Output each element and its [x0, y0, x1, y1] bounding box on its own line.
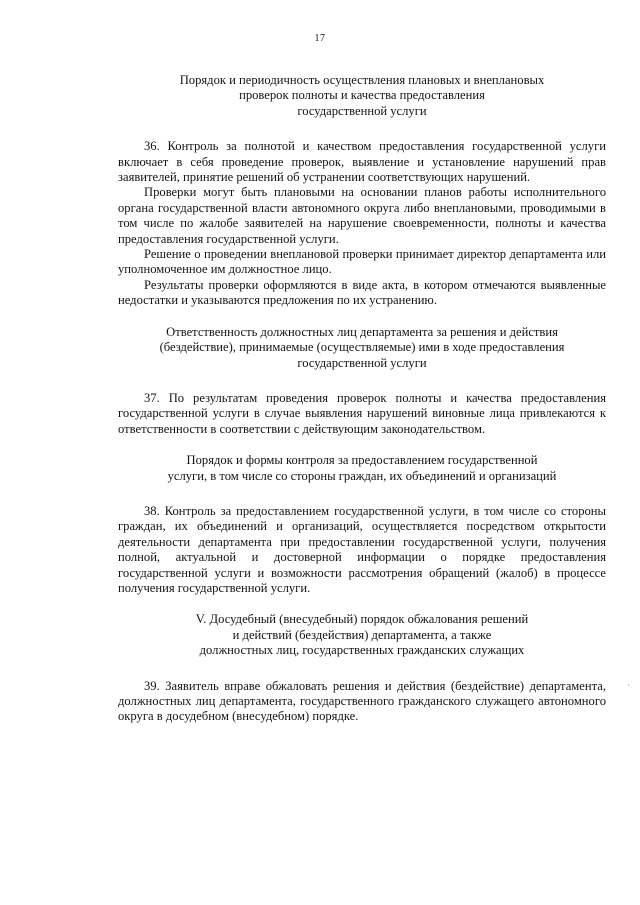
paragraph-39: 39. Заявитель вправе обжаловать решения и действия (бездействие) департамента, должностных лиц департамента, государственного гражданского служащего автономного округа в досудебном (внесудебном) порядке. — [118, 678, 606, 724]
paragraph-inspection-results: Результаты проверки оформляются в виде акта, в котором отмечаются выявленные недостатки и указываются предложения по их устранению. — [118, 277, 606, 308]
paragraph-38: 38. Контроль за предоставлением государственной услуги, в том числе со стороны граждан, их объединений и организаций, осуществляется посредством открытости деятельности департамента при предоставлении государственной услуги, получения полной, актуальной и достоверной информации о порядке предоставления государственной услуги и возможности рассмотрения обращений (жалоб) в процессе получения государственной услуги. — [118, 503, 606, 595]
paragraph-inspections-types: Проверки могут быть плановыми на основании планов работы исполнительного органа государственной власти автономного округа либо внеплановыми, проводимыми в том числе по жалобе заявителей на нарушение своевременности, полноты и качества предоставления государственной услуги. — [118, 185, 606, 246]
heading-line: государственной услуги — [297, 103, 427, 118]
heading-line: и действий (бездействия) департамента, а также — [232, 627, 492, 642]
section-heading-control-forms — [118, 453, 606, 484]
heading-line: должностных лиц, государственных гражданских служащих — [199, 643, 525, 658]
page-number: 17 — [314, 33, 326, 44]
heading-line: Ответственность должностных лиц департамента за решения и действия — [166, 324, 558, 339]
paragraph-37: 37. По результатам проведения проверок полноты и качества предоставления государственной услуги в случае выявления нарушений виновные лица привлекаются к ответственности в соответствии с действующим законодательством. — [118, 390, 606, 436]
heading-line: Порядок и периодичность осуществления плановых и внеплановых — [179, 73, 545, 87]
document-body — [118, 73, 606, 725]
paragraph-36: 36. Контроль за полнотой и качеством предоставления государственной услуги включает в себя проведение проверок, выявление и установление нарушений прав заявителей, принятие решений об устранении соответствующих нарушений. — [118, 139, 606, 185]
heading-line: услуги, в том числе со стороны граждан, их объединений и организаций — [167, 468, 557, 483]
heading-line: государственной услуги — [297, 355, 427, 370]
section-heading-appeal-procedure — [118, 612, 606, 658]
heading-line: (бездействие), принимаемые (осуществляемые) ими в ходе предоставления — [159, 340, 565, 355]
heading-line: проверок полноты и качества предоставления — [239, 88, 485, 103]
paragraph-unscheduled-decision: Решение о проведении внеплановой проверки принимает директор департамента или уполномоченное им должностное лицо. — [118, 247, 606, 277]
heading-line: V. Досудебный (внесудебный) порядок обжалования решений — [195, 612, 529, 627]
heading-line: Порядок и формы контроля за предоставлением государственной — [186, 453, 538, 468]
scan-mark: · — [627, 680, 630, 690]
section-heading-control-procedure — [118, 73, 606, 119]
section-heading-responsibility — [118, 325, 606, 371]
